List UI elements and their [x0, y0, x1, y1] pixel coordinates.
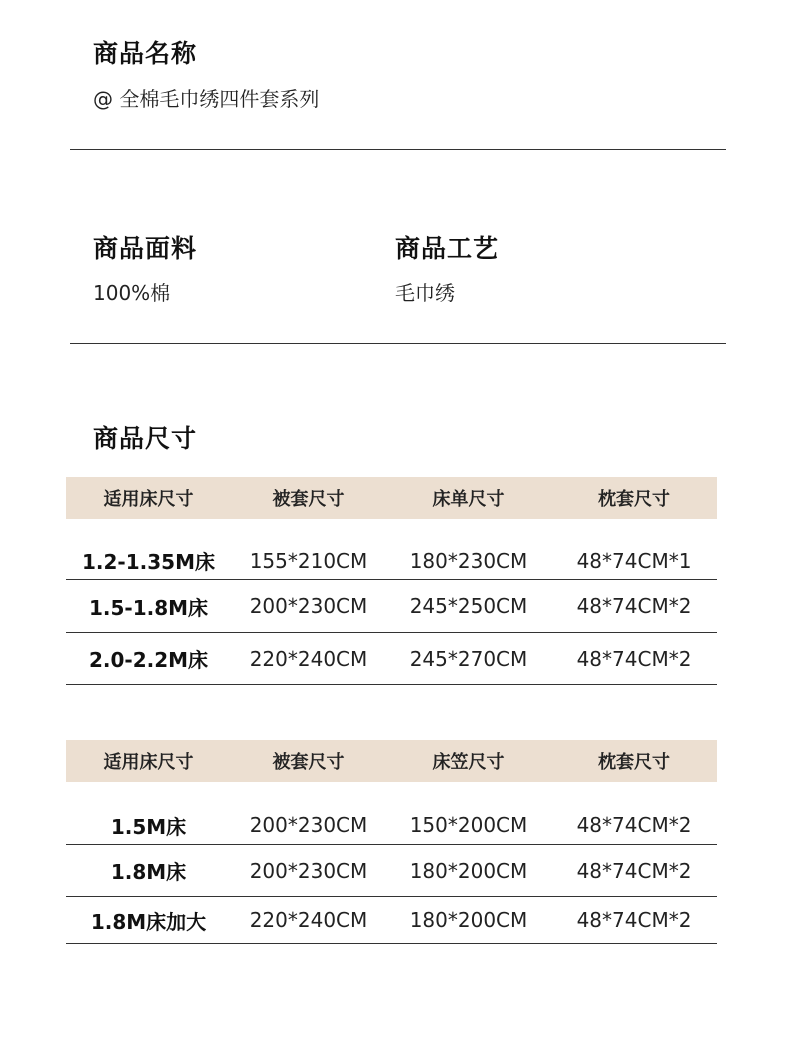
- table-row: [66, 845, 717, 897]
- table-row: [66, 806, 717, 845]
- table-row: [66, 897, 717, 944]
- table-cell: 200*230CM: [249, 813, 368, 837]
- divider: [70, 343, 726, 344]
- material-heading: 商品面料: [93, 234, 198, 263]
- table-cell: 245*250CM: [409, 594, 528, 618]
- column-header: 枕套尺寸: [598, 489, 670, 510]
- product-name-heading: 商品名称: [93, 39, 198, 68]
- table-cell: 1.8M床加大: [90, 909, 207, 934]
- table-cell: 2.0-2.2M床: [88, 648, 209, 672]
- column-header: 适用床尺寸: [103, 489, 194, 510]
- column-header: 枕套尺寸: [598, 752, 670, 773]
- table-header: [66, 477, 717, 519]
- size-table-1: [66, 477, 717, 687]
- table-cell: 200*230CM: [249, 594, 368, 618]
- table-cell: 180*230CM: [409, 548, 528, 573]
- table-row: [66, 580, 717, 633]
- column-header: 床单尺寸: [432, 489, 505, 510]
- table-row: [66, 542, 717, 580]
- table-row: [66, 633, 717, 685]
- table-cell: 200*230CM: [249, 858, 368, 883]
- table-cell: 1.5M床: [110, 814, 187, 839]
- column-header: 适用床尺寸: [103, 752, 194, 773]
- table-cell: 180*200CM: [409, 908, 528, 932]
- table-cell: 155*210CM: [249, 548, 368, 573]
- table-cell: 48*74CM*1: [576, 548, 692, 573]
- column-header: 被套尺寸: [272, 752, 345, 773]
- table-cell: 1.2-1.35M床: [82, 550, 215, 574]
- table-cell: 1.5-1.8M床: [88, 595, 209, 620]
- table-cell: 48*74CM*2: [576, 646, 692, 671]
- table-cell: 245*270CM: [409, 646, 528, 671]
- craft-heading: 商品工艺: [395, 234, 500, 263]
- table-cell: 48*74CM*2: [576, 594, 692, 618]
- table-cell: 1.8M床: [110, 860, 187, 884]
- size-heading: 商品尺寸: [93, 424, 198, 453]
- craft-value: 毛巾绣: [395, 281, 455, 305]
- column-header: 床笠尺寸: [432, 752, 505, 773]
- column-header: 被套尺寸: [272, 489, 345, 510]
- table-cell: 220*240CM: [249, 646, 368, 671]
- table-cell: 180*200CM: [409, 858, 528, 883]
- size-table-2: [66, 740, 717, 950]
- table-cell: 48*74CM*2: [576, 858, 692, 883]
- table-header: [66, 740, 717, 782]
- table-cell: 48*74CM*2: [576, 908, 692, 932]
- divider: [70, 149, 726, 150]
- product-name-value: @ 全棉毛巾绣四件套系列: [93, 87, 320, 111]
- material-value: 100%棉: [93, 281, 171, 305]
- table-cell: 150*200CM: [409, 813, 528, 837]
- table-cell: 220*240CM: [249, 908, 368, 932]
- table-cell: 48*74CM*2: [576, 813, 692, 837]
